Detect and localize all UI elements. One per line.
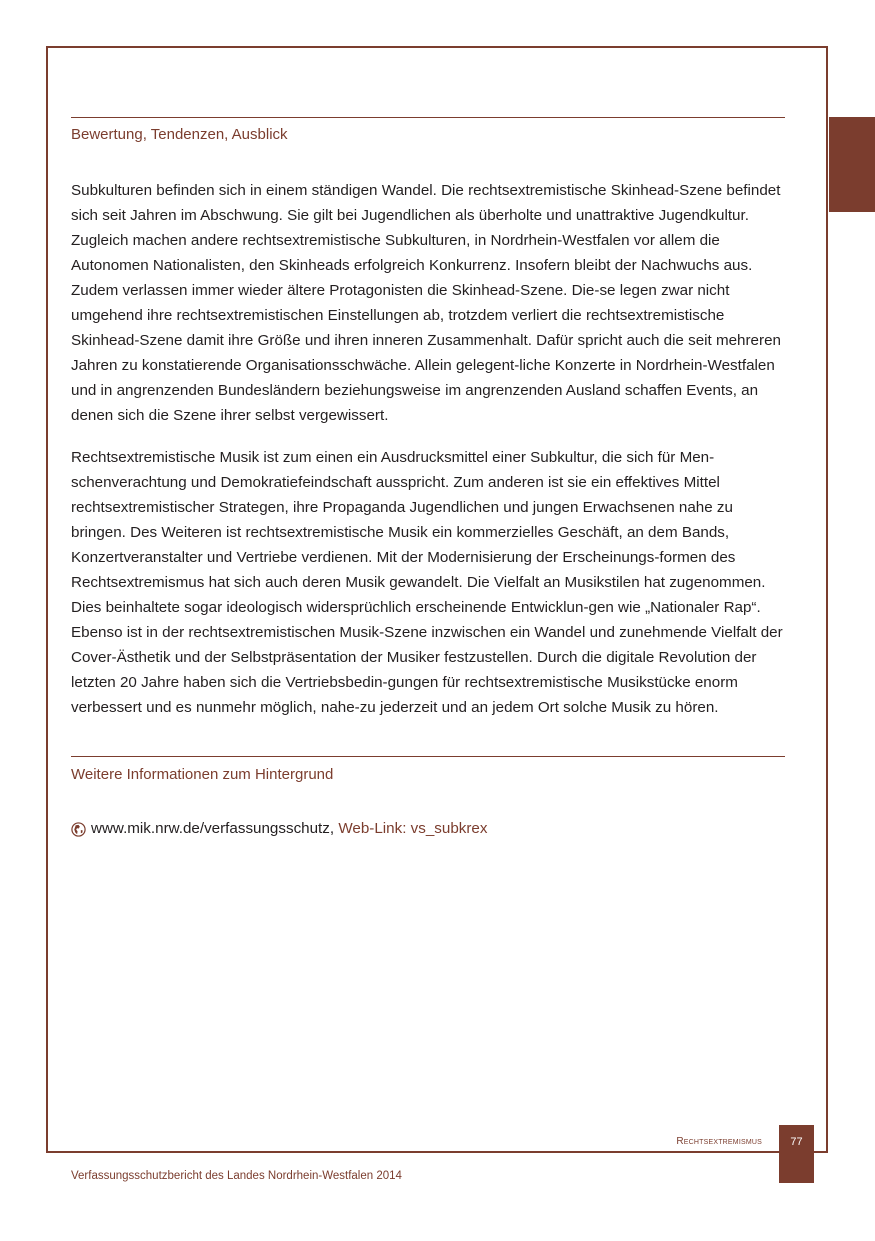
paragraph-music: Rechtsextremistische Musik ist zum einen ein Ausdrucksmittel einer Subkultur, die sich für Men-schenverachtung und Demokratiefeindschaft ausspricht. Zum anderen ist sie ein effektives Mittel rechtsextremistischer Strategen, ihre Propaganda Jugendlichen und jungen Erwachsenen nahe zu bringen. Des Weiteren ist rechtsextremistische Musik ein kommerzielles Geschäft, an dem Bands, Konzertveranstalter und Vertriebe verdienen. Mit der Modernisierung der Erscheinungs-formen des Rechtsextremismus hat sich auch deren Musik gewandelt. Die Vielfalt an Musikstilen hat zugenommen. Dies beinhaltete sogar ideologisch widersprüchlich erscheinende Entwicklun-gen wie „Nationaler Rap“. Ebenso ist in der rechtsextremistischen Musik-Szene inzwischen ein Wandel und zunehmende Vielfalt der Cover-Ästhetik und der Selbstpräsentation der Musiker festzustellen. Durch die digitale Revolution der letzten 20 Jahre haben sich die Vertriebsbedin-gungen für rechtsextremistische Musikstücke enorm verbessert und es nunmehr möglich, nahe-zu jederzeit und an jedem Ort solche Musik zu hören. (71, 449, 783, 716)
chapter-label: Rechtsextremismus (676, 1136, 762, 1147)
globe-icon (71, 822, 86, 837)
section-heading-background: Weitere Informationen zum Hintergrund (71, 766, 334, 783)
publication-footer: Verfassungsschutzbericht des Landes Nordrhein-Westfalen 2014 (71, 1170, 402, 1182)
chapter-side-tab (829, 117, 875, 212)
section-divider-top (71, 117, 785, 118)
url-text[interactable]: www.mik.nrw.de/verfassungsschutz, (91, 820, 335, 837)
info-link-line (71, 818, 487, 840)
weblink[interactable]: Web-Link: vs_subkrex (338, 820, 488, 837)
paragraph-subcultures: Subkulturen befinden sich in einem ständigen Wandel. Die rechtsextremistische Skinhead-Szene befindet sich seit Jahren im Abschwung. Sie gilt bei Jugendlichen als überholte und unattraktive Jugendkultur. Zugleich machen andere rechtsextremistische Subkulturen, in Nordrhein-Westfalen vor allem die Autonomen Nationalisten, den Skinheads erfolgreich Konkurrenz. Insofern bleibt der Nachwuchs aus. Zudem verlassen immer wieder ältere Protagonisten die Skinhead-Szene. Die-se legen zwar nicht umgehend ihre rechtsextremistischen Einstellungen ab, trotzdem verliert die rechtsextremistische Skinhead-Szene damit ihre Größe und ihren inneren Zusammenhalt. Dafür spricht auch die seit mehreren Jahren zu konstatierende Organisationsschwäche. Allein gelegent-liche Konzerte in Nordrhein-Westfalen und in angrenzenden Bundesländern beziehungsweise im angrenzenden Ausland schaffen Events, an denen sich die Szene ihrer selbst vergewissert. (71, 182, 781, 424)
section-heading-assessment: Bewertung, Tendenzen, Ausblick (71, 126, 288, 143)
page-number: 77 (779, 1125, 814, 1183)
section-divider-bottom (71, 756, 785, 757)
